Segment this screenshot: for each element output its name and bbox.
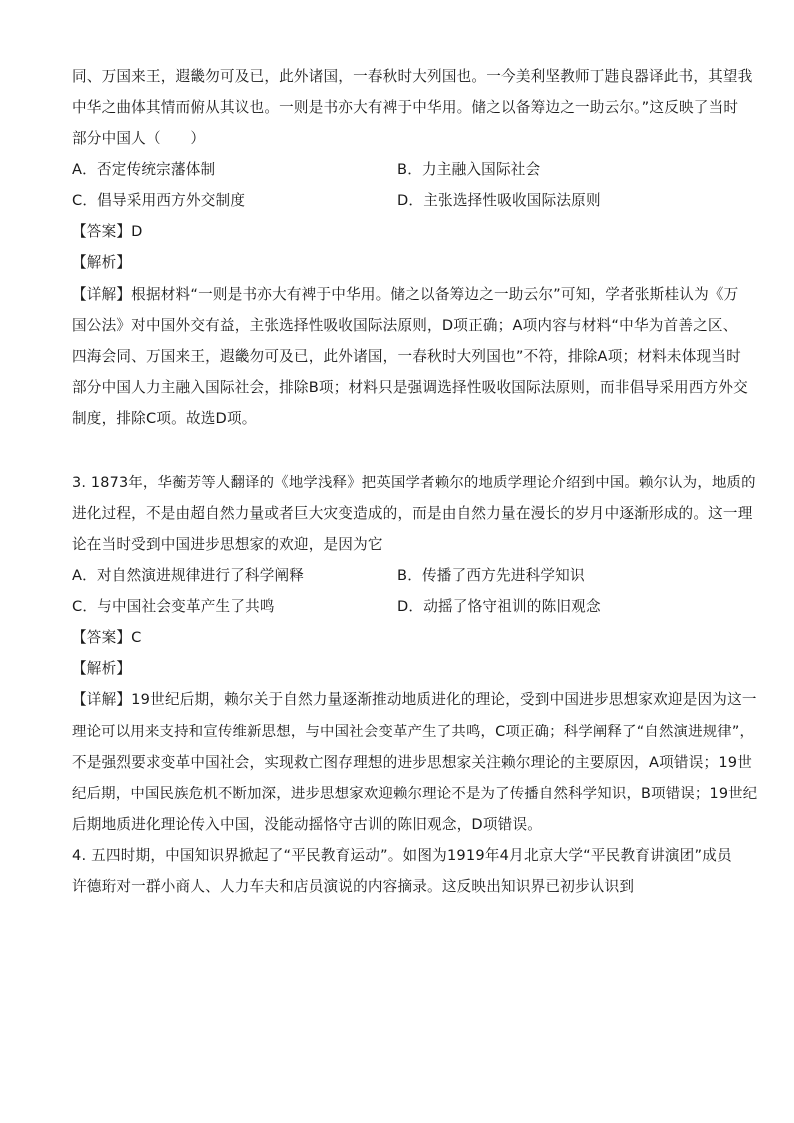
q3-option-d: D．动摇了恪守祖训的陈旧观念 <box>397 598 601 615</box>
q3-detail-line-4: 纪后期，中国民族危机不断加深，进步思想家欢迎赖尔理论不是为了传播自然科学知识，B项错误；19世纪 <box>72 786 758 802</box>
q3-analysis-label: 【解析】 <box>72 660 132 677</box>
q2-option-d: D．主张选择性吸收国际法原则 <box>397 192 601 209</box>
q3-detail-line-1: 【详解】19世纪后期，赖尔关于自然力量逐渐推动地质进化的理论，受到中国进步思想家欢迎是因为这一 <box>72 691 757 708</box>
q2-detail-line-3: 四海会同、万国来王，遐畿勿可及已，此外诸国，一春秋时大列国也”不符，排除A项；材料未体现当时 <box>72 348 741 365</box>
q2-option-b: B．力主融入国际社会 <box>397 161 541 178</box>
q2-detail-line-1: 【详解】根据材料“一则是书亦大有裨于中华用。储之以备筹边之一助云尔”可知，学者张斯桂认为《万 <box>72 286 739 303</box>
q2-option-a: A．否定传统宗藩体制 <box>72 161 216 178</box>
q2-detail-line-4: 部分中国人力主融入国际社会，排除B项；材料只是强调选择性吸收国际法原则，而非倡导采用西方外交 <box>72 379 748 396</box>
q3-detail-line-5: 后期地质进化理论传入中国，没能动摇恪守古训的陈旧观念，D项错误。 <box>72 816 543 833</box>
q2-stem-line-2: 中华之曲体其情而俯从其议也。一则是书亦大有裨于中华用。储之以备筹边之一助云尔。”这反映了当时 <box>72 99 739 116</box>
q4-stem-line-1: 4. 五四时期，中国知识界掀起了“平民教育运动”。如图为1919年4月北京大学“平民教育讲演团”成员 <box>72 847 732 864</box>
q2-detail-line-5: 制度，排除C项。故选D项。 <box>72 410 257 427</box>
q2-stem-line-3: 部分中国人（ ） <box>72 130 206 147</box>
q4-stem-line-2: 许德珩对一群小商人、人力车夫和店员演说的内容摘录。这反映出知识界已初步认识到 <box>72 878 635 895</box>
q2-stem-line-1: 同、万国来王，遐畿勿可及已，此外诸国，一春秋时大列国也。一今美利坚教师丁韪良器译此书，其望我 <box>72 68 753 85</box>
q3-option-b: B．传播了西方先进科学知识 <box>397 567 585 584</box>
q3-detail-line-3: 不是强烈要求变革中国社会，实现救亡图存理想的进步思想家关注赖尔理论的主要原因，A项错误；19世 <box>72 754 753 771</box>
q2-option-c: C．倡导采用西方外交制度 <box>72 192 246 209</box>
q2-analysis-label: 【解析】 <box>72 254 132 271</box>
q2-answer: 【答案】D <box>72 223 143 240</box>
q3-stem-line-1: 3. 1873年，华蘅芳等人翻译的《地学浅释》把英国学者赖尔的地质学理论介绍到中国。赖尔认为，地质的 <box>72 475 756 491</box>
q2-detail-line-2: 国公法》对中国外交有益，主张选择性吸收国际法原则，D项正确；A项内容与材料“中华为首善之区、 <box>72 317 738 334</box>
q3-option-a: A．对自然演进规律进行了科学阐释 <box>72 567 305 584</box>
q3-stem-line-3: 论在当时受到中国进步思想家的欢迎，是因为它 <box>72 536 383 553</box>
q3-answer: 【答案】C <box>72 629 142 646</box>
q3-stem-line-2: 进化过程，不是由超自然力量或者巨大灾变造成的，而是由自然力量在漫长的岁月中逐渐形成的。这一理 <box>72 505 753 522</box>
q3-detail-line-2: 理论可以用来支持和宣传维新思想，与中国社会变革产生了共鸣，C项正确；科学阐释了“自然演进规律”， <box>72 724 755 740</box>
q3-option-c: C．与中国社会变革产生了共鸣 <box>72 598 275 615</box>
